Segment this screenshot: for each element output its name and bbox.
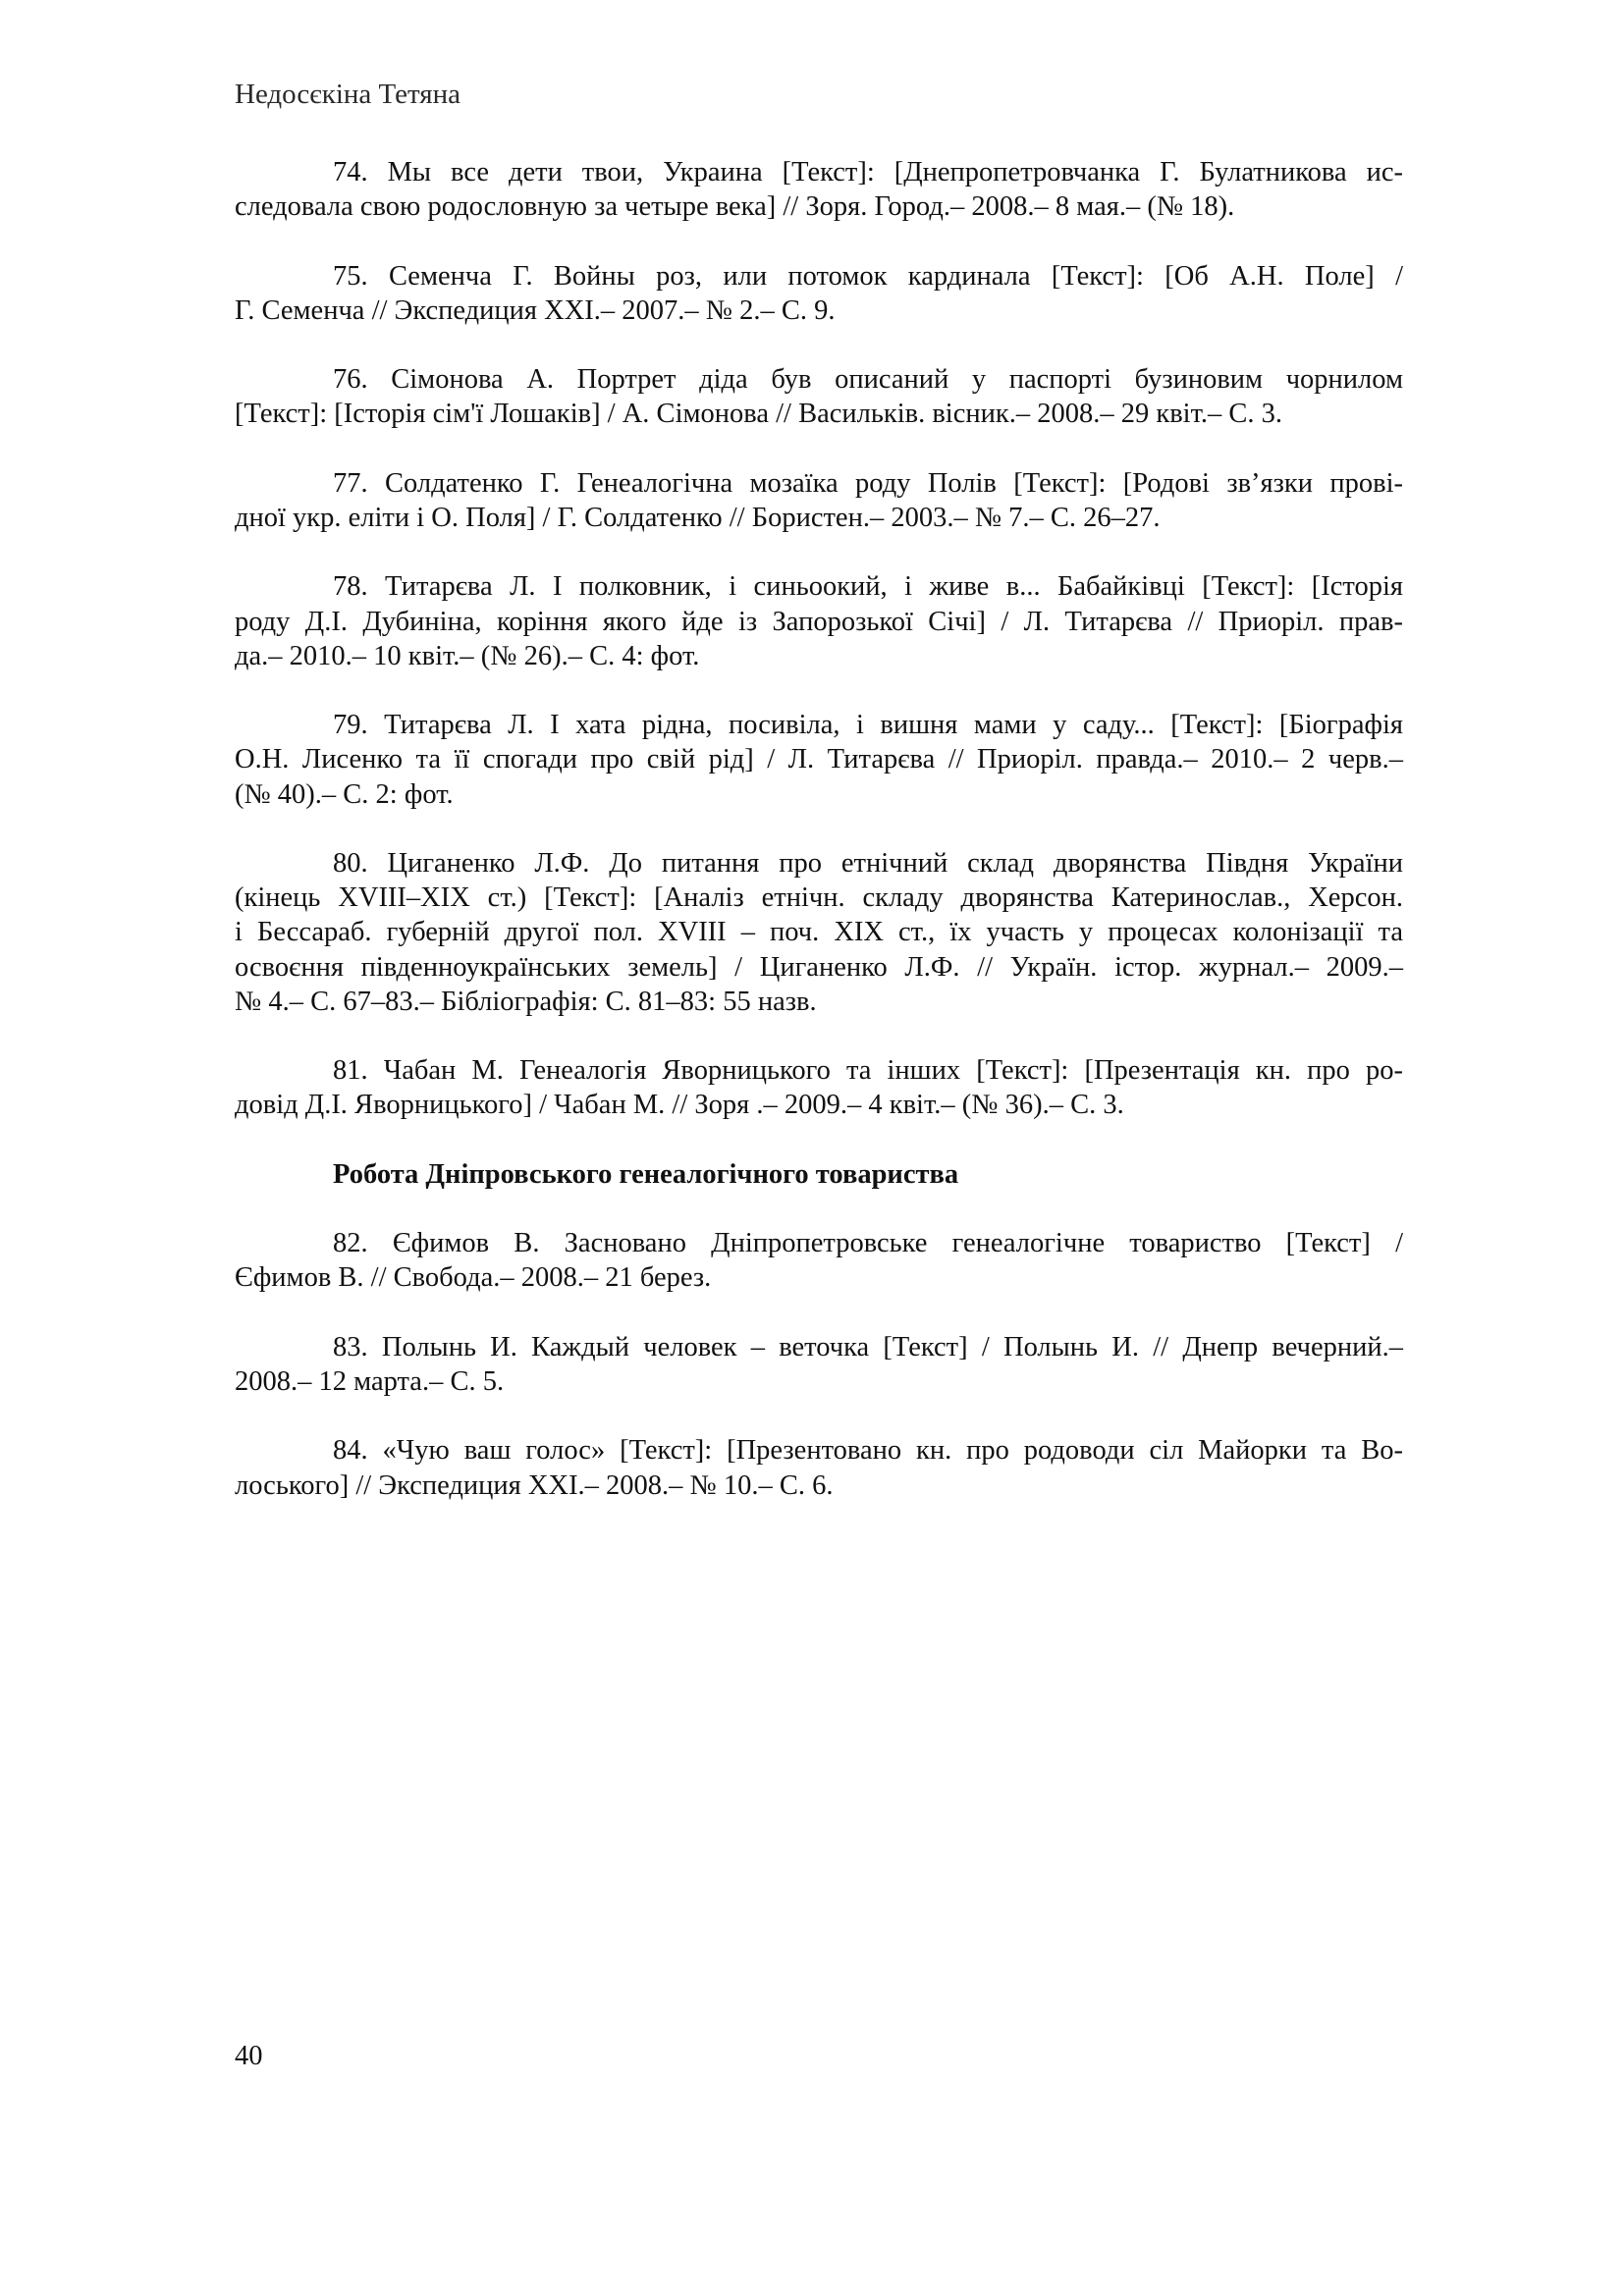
entry-line: следовала свою родословную за четыре века] // Зоря. Город.– 2008.– 8 мая.– (№ 18).	[235, 191, 1235, 223]
bibliography-list-part1	[235, 155, 1403, 1123]
bibliography-entry	[235, 1226, 1403, 1295]
entry-line: 76. Сімонова А. Портрет діда був описаний у паспорті бузиновим чорнилом	[333, 364, 1403, 396]
entry-line: (кінець XVIII–XIX ст.) [Текст]: [Аналіз етнічн. складу дворянства Катеринослав., Херсон.	[235, 882, 1403, 914]
bibliography-entry	[235, 155, 1403, 224]
bibliography-entry	[235, 362, 1403, 431]
entry-line: роду Д.І. Дубиніна, коріння якого йде із Запорозької Січі] / Л. Титарєва // Приоріл. прав-	[235, 606, 1403, 637]
bibliography-entry	[235, 846, 1403, 1019]
entry-line: лоського] // Экспедиция XXI.– 2008.– № 10.– С. 6.	[235, 1469, 834, 1501]
entry-line: дної укр. еліти і О. Поля] / Г. Солдатенко // Бористен.– 2003.– № 7.– С. 26–27.	[235, 502, 1161, 533]
bibliography-entry	[235, 259, 1403, 328]
entry-line: 79. Титарєва Л. І хата рідна, посивіла, і вишня мами у саду... [Текст]: [Біографія	[333, 710, 1403, 741]
entry-line: Єфимов В. // Свобода.– 2008.– 21 берез.	[235, 1262, 712, 1294]
entry-line: 81. Чабан М. Генеалогія Яворницького та інших [Текст]: [Презентація кн. про ро-	[333, 1055, 1403, 1087]
entry-line: [Текст]: [Історія сім'ї Лошаків] / А. Сімонова // Васильків. вісник.– 2008.– 29 квіт.– С. 3.	[235, 399, 1283, 430]
entry-line: 80. Циганенко Л.Ф. До питання про етнічний склад дворянства Півдня України	[333, 847, 1403, 879]
entry-line: 75. Семенча Г. Войны роз, или потомок кардинала [Текст]: [Об А.Н. Поле] /	[333, 260, 1403, 292]
entry-line: освоєння південноукраїнських земель] / Циганенко Л.Ф. // Україн. істор. журнал.– 2009.–	[235, 951, 1403, 983]
entry-line: 74. Мы все дети твои, Украина [Текст]: [Днепропетровчанка Г. Булатникова ис-	[333, 157, 1403, 187]
entry-line: да.– 2010.– 10 квіт.– (№ 26).– С. 4: фот.	[235, 640, 700, 671]
entry-line: (№ 40).– С. 2: фот.	[235, 778, 454, 810]
entry-line: 83. Полынь И. Каждый человек – веточка [Текст] / Полынь И. // Днепр вечерний.–	[333, 1331, 1403, 1362]
bibliography-content	[235, 155, 1403, 1537]
running-header: Недосєкіна Тетяна	[235, 79, 461, 110]
bibliography-entry	[235, 1330, 1403, 1399]
bibliography-entry	[235, 466, 1403, 535]
bibliography-list-part2	[235, 1226, 1403, 1503]
entry-line: 78. Титарєва Л. І полковник, і синьоокий, і живе в... Бабайківці [Текст]: [Історія	[333, 571, 1403, 603]
bibliography-entry	[235, 1053, 1403, 1122]
entry-line: 77. Солдатенко Г. Генеалогічна мозаїка роду Полів [Текст]: [Родові зв’язки прові-	[333, 467, 1403, 499]
entry-line: 2008.– 12 марта.– С. 5.	[235, 1365, 505, 1397]
bibliography-entry	[235, 569, 1403, 673]
entry-line: № 4.– С. 67–83.– Бібліографія: С. 81–83: 55 назв.	[235, 986, 817, 1017]
entry-line: 84. «Чую ваш голос» [Текст]: [Презентовано кн. про родоводи сіл Майорки та Во-	[333, 1435, 1403, 1467]
entry-line: О.Н. Лисенко та її спогади про свій рід] / Л. Титарєва // Приоріл. правда.– 2010.– 2 черв.–	[235, 744, 1403, 775]
entry-line: довід Д.І. Яворницького] / Чабан М. // Зоря .– 2009.– 4 квіт.– (№ 36).– С. 3.	[235, 1090, 1124, 1121]
entry-line: 82. Єфимов В. Засновано Дніпропетровське генеалогічне товариство [Текст] /	[333, 1228, 1403, 1259]
bibliography-entry	[235, 708, 1403, 812]
entry-line: Г. Семенча // Экспедиция XXI.– 2007.– № 2.– С. 9.	[235, 294, 836, 326]
section-heading: Робота Дніпровського генеалогічного товариства	[333, 1158, 959, 1190]
bibliography-entry	[235, 1433, 1403, 1502]
page-number: 40	[235, 2041, 263, 2071]
entry-line: і Бессараб. губерній другої пол. XVIII – поч. XIX ст., їх участь у процесах колонізації та	[235, 917, 1403, 948]
